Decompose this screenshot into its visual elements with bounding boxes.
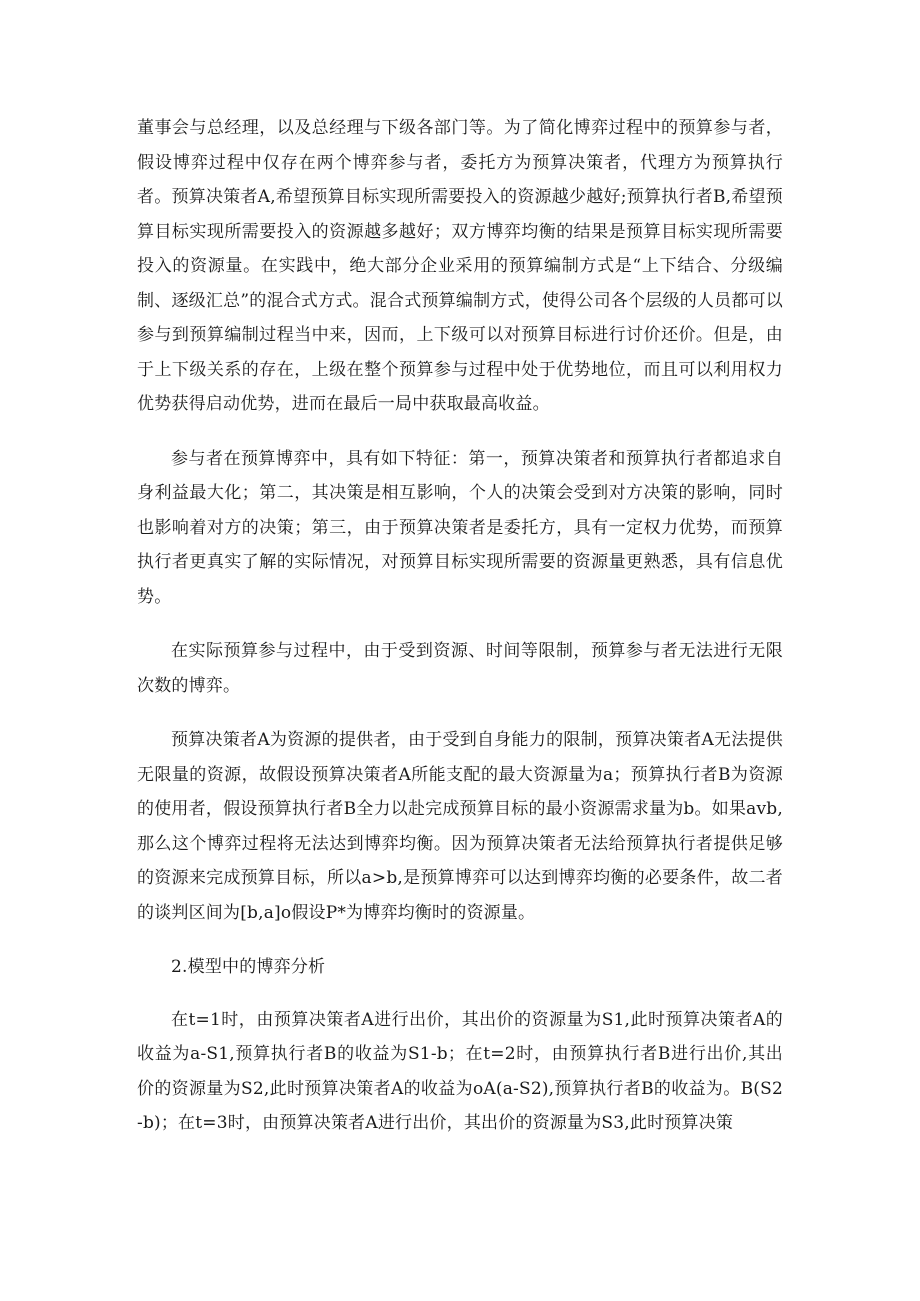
paragraph-1: 董事会与总经理，以及总经理与下级各部门等。为了简化博弈过程中的预算参与者，假设博弈过程中仅存在两个博弈参与者，委托方为预算决策者，代理方为预算执行者。预算决策者A,希望预算目标实现所需要投入的资源越少越好;预算执行者B,希望预算目标实现所需要投入的资源越多越好；双方博弈均衡的结果是预算目标实现所需要投入的资源量。在实践中，绝大部分企业采用的预算编制方式是“上下结合、分级编制、逐级汇总”的混合式方式。混合式预算编制方式，使得公司各个层级的人员都可以参与到预算编制过程当中来，因而，上下级可以对预算目标进行讨价还价。但是，由于上下级关系的存在，上级在整个预算参与过程中处于优势地位，而且可以利用权力优势获得启动优势，进而在最后一局中获取最高收益。	[137, 118, 783, 414]
document-body	[137, 111, 783, 1161]
paragraph-3: 在实际预算参与过程中，由于受到资源、时间等限制，预算参与者无法进行无限次数的博弈。	[137, 641, 783, 696]
paragraph-5: 在t=1时，由预算决策者A进行出价，其出价的资源量为S1,此时预算决策者A的收益为a-S1,预算执行者B的收益为S1-b；在t=2时，由预算执行者B进行出价,其出价的资源量为S2,此时预算决策者A的收益为oA(a-S2),预算执行者B的收益为。B(S2-b)；在t=3时，由预算决策者A进行出价，其出价的资源量为S3,此时预算决策	[137, 1009, 783, 1133]
paragraph-4: 预算决策者A为资源的提供者，由于受到自身能力的限制，预算决策者A无法提供无限量的资源，故假设预算决策者A所能支配的最大资源量为a；预算执行者B为资源的使用者，假设预算执行者B全力以赴完成预算目标的最小资源需求量为b。如果avb,那么这个博弈过程将无法达到博弈均衡。因为预算决策者无法给预算执行者提供足够的资源来完成预算目标，所以a>b,是预算博弈可以达到博弈均衡的必要条件，故二者的谈判区间为[b,a]o假设P*为博弈均衡时的资源量。	[137, 730, 783, 923]
section-heading: 2.模型中的博弈分析	[171, 957, 326, 977]
paragraph-2: 参与者在预算博弈中，具有如下特征：第一，预算决策者和预算执行者都追求自身利益最大化；第二，其决策是相互影响，个人的决策会受到对方决策的影响，同时也影响着对方的决策；第三，由于预算决策者是委托方，具有一定权力优势，而预算执行者更真实了解的实际情况，对预算目标实现所需要的资源量更熟悉，具有信息优势。	[137, 448, 783, 607]
